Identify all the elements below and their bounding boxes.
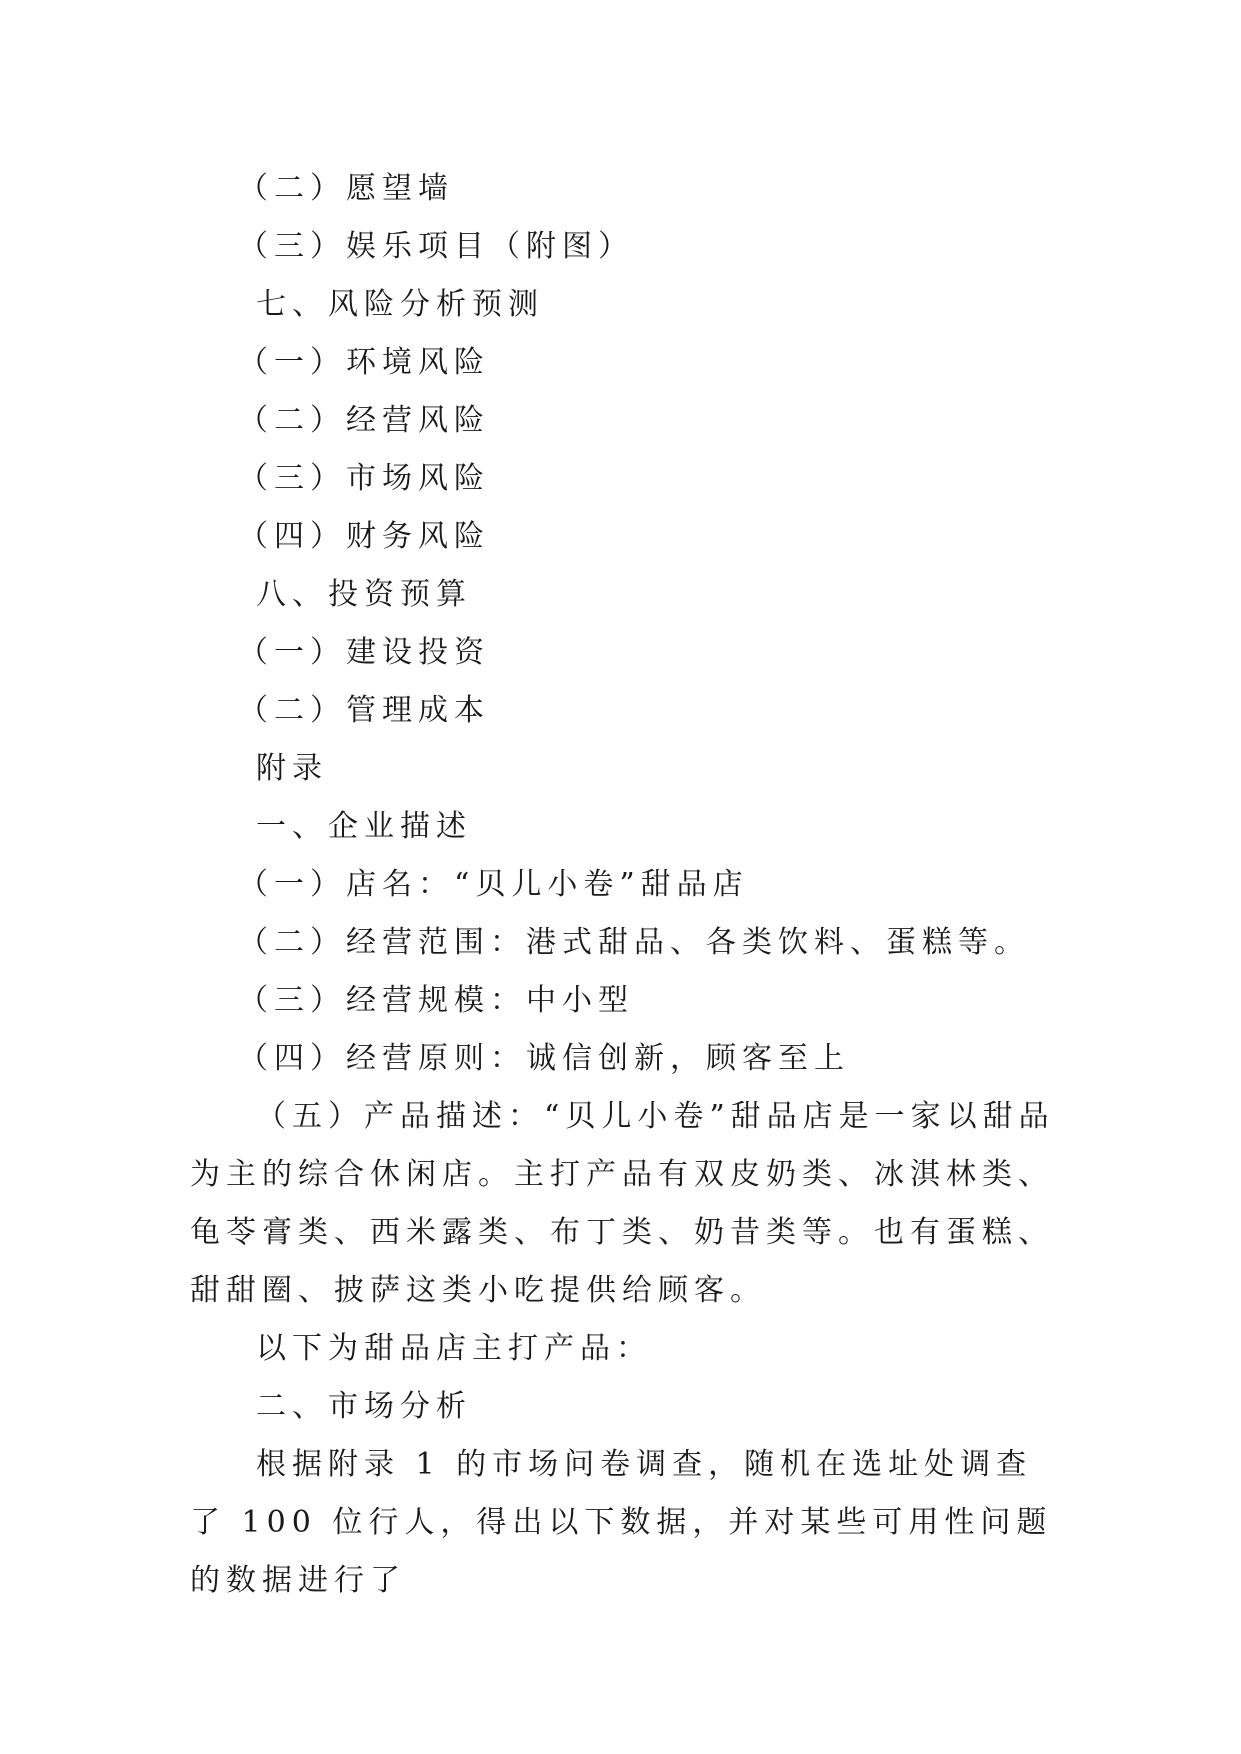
section-heading-market-analysis: 二、市场分析 <box>256 1389 472 1424</box>
section-heading-investment-budget: 八、投资预算 <box>256 577 472 612</box>
market-analysis-paragraph: 根据附录 1 的市场问卷调查，随机在选址处调查了 100 位行人，得出以下数据，并对某些可用性问题的数据进行了 <box>190 1447 1053 1598</box>
appendix-heading: 附录 <box>256 751 328 786</box>
outline-item-entertainment: （三）娱乐项目（附图） <box>238 229 634 264</box>
outline-item-finance-risk: （四）财务风险 <box>238 519 490 554</box>
product-description-paragraph: （五）产品描述：“贝儿小卷”甜品店是一家以甜品为主的综合休闲店。主打产品有双皮奶类、冰淇林类、龟苓膏类、西米露类、布丁类、奶昔类等。也有蛋糕、甜甜圈、披萨这类小吃提供给顾客。 <box>190 1099 1055 1308</box>
store-name-line: （一）店名：“贝儿小卷”甜品店 <box>238 867 749 902</box>
business-principle-line: （四）经营原则：诚信创新，顾客至上 <box>238 1041 850 1076</box>
outline-item-management-cost: （二）管理成本 <box>238 693 490 728</box>
business-scale-line: （三）经营规模：中小型 <box>238 983 634 1018</box>
outline-item-environment-risk: （一）环境风险 <box>238 345 490 380</box>
outline-item-market-risk: （三）市场风险 <box>238 461 490 496</box>
outline-item-construction-investment: （一）建设投资 <box>238 635 490 670</box>
business-scope-line: （二）经营范围：港式甜品、各类饮料、蛋糕等。 <box>238 925 1030 960</box>
outline-item-operation-risk: （二）经营风险 <box>238 403 490 438</box>
section-heading-company-description: 一、企业描述 <box>256 809 472 844</box>
products-intro-line: 以下为甜品店主打产品： <box>256 1331 652 1366</box>
outline-item-wish-wall: （二）愿望墙 <box>238 171 454 206</box>
document-body <box>190 160 1060 1610</box>
section-heading-risk-analysis: 七、风险分析预测 <box>256 287 544 322</box>
